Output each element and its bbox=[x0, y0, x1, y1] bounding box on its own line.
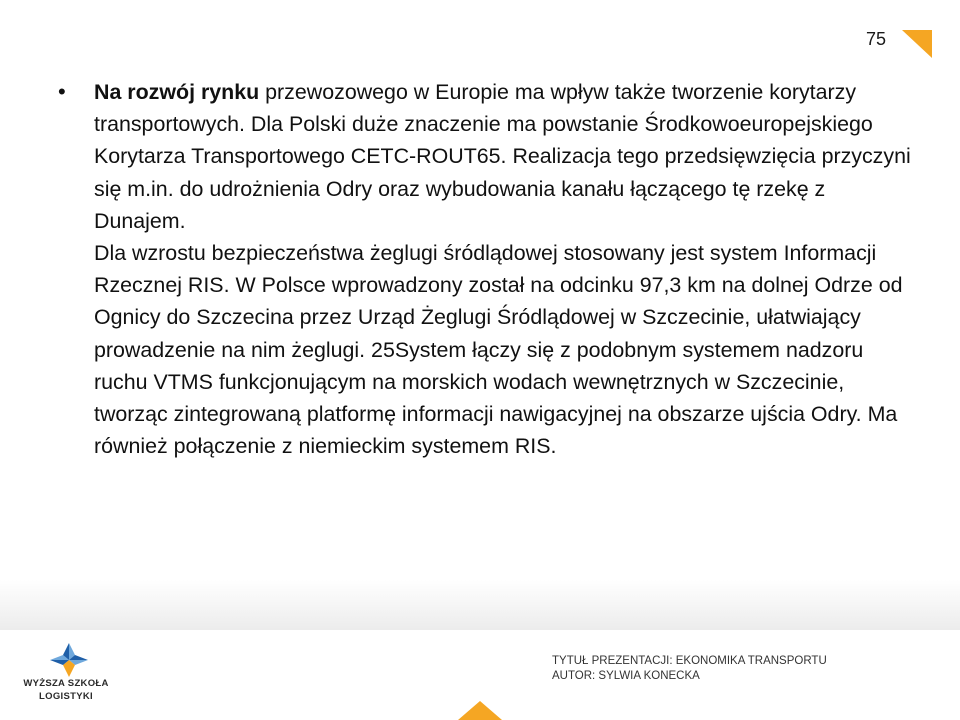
logo-text-line1: WYŻSZA SZKOŁA bbox=[23, 678, 109, 689]
presentation-author: AUTOR: SYLWIA KONECKA bbox=[552, 670, 700, 682]
corner-triangle-icon bbox=[902, 30, 932, 58]
footer-shadow bbox=[0, 580, 960, 630]
bullet-paragraph-1 bbox=[94, 76, 918, 237]
bullet-dot: • bbox=[58, 79, 66, 104]
bullet-item bbox=[58, 76, 918, 462]
school-logo bbox=[16, 641, 116, 711]
slide-content bbox=[58, 76, 918, 462]
bold-lead: Na rozwój rynku bbox=[94, 80, 260, 104]
bottom-triangle-icon bbox=[458, 701, 502, 720]
logo-text-line2: LOGISTYKI bbox=[39, 691, 93, 702]
paragraph-1-body: przewozowego w Europie ma wpływ także tworzenie korytarzy transportowych. Dla Polski duże znaczenie ma powstanie Środkowoeuropejskiego Korytarza Transportowego CETC-ROUT65. Realizacja tego przedsięwzięcia przyczyni się m.in. do udrożnienia Odry oraz wybudowania kanału łączącego tę rzekę z Dunajem. bbox=[94, 80, 911, 233]
presentation-title: TYTUŁ PREZENTACJI: EKONOMIKA TRANSPORTU bbox=[552, 655, 827, 667]
page-number: 75 bbox=[865, 29, 887, 49]
bullet-paragraph-2: Dla wzrostu bezpieczeństwa żeglugi śródlądowej stosowany jest system Informacji Rzecznej RIS. W Polsce wprowadzony został na odcinku 97,3 km na dolnej Odrze od Ognicy do Szczecina przez Urząd Żeglugi Śródlądowej w Szczecinie, ułatwiający prowadzenie na nim żeglugi. 25System łączy się z podobnym systemem nadzoru ruchu VTMS funkcjonującym na morskich wodach wewnętrznych w Szczecinie, tworząc zintegrowaną platformę informacji nawigacyjnej na obszarze ujścia Odry. Ma również połączenie z niemieckim systemem RIS. bbox=[94, 241, 903, 459]
logo-star-icon bbox=[48, 641, 90, 679]
presentation-meta bbox=[552, 654, 827, 684]
